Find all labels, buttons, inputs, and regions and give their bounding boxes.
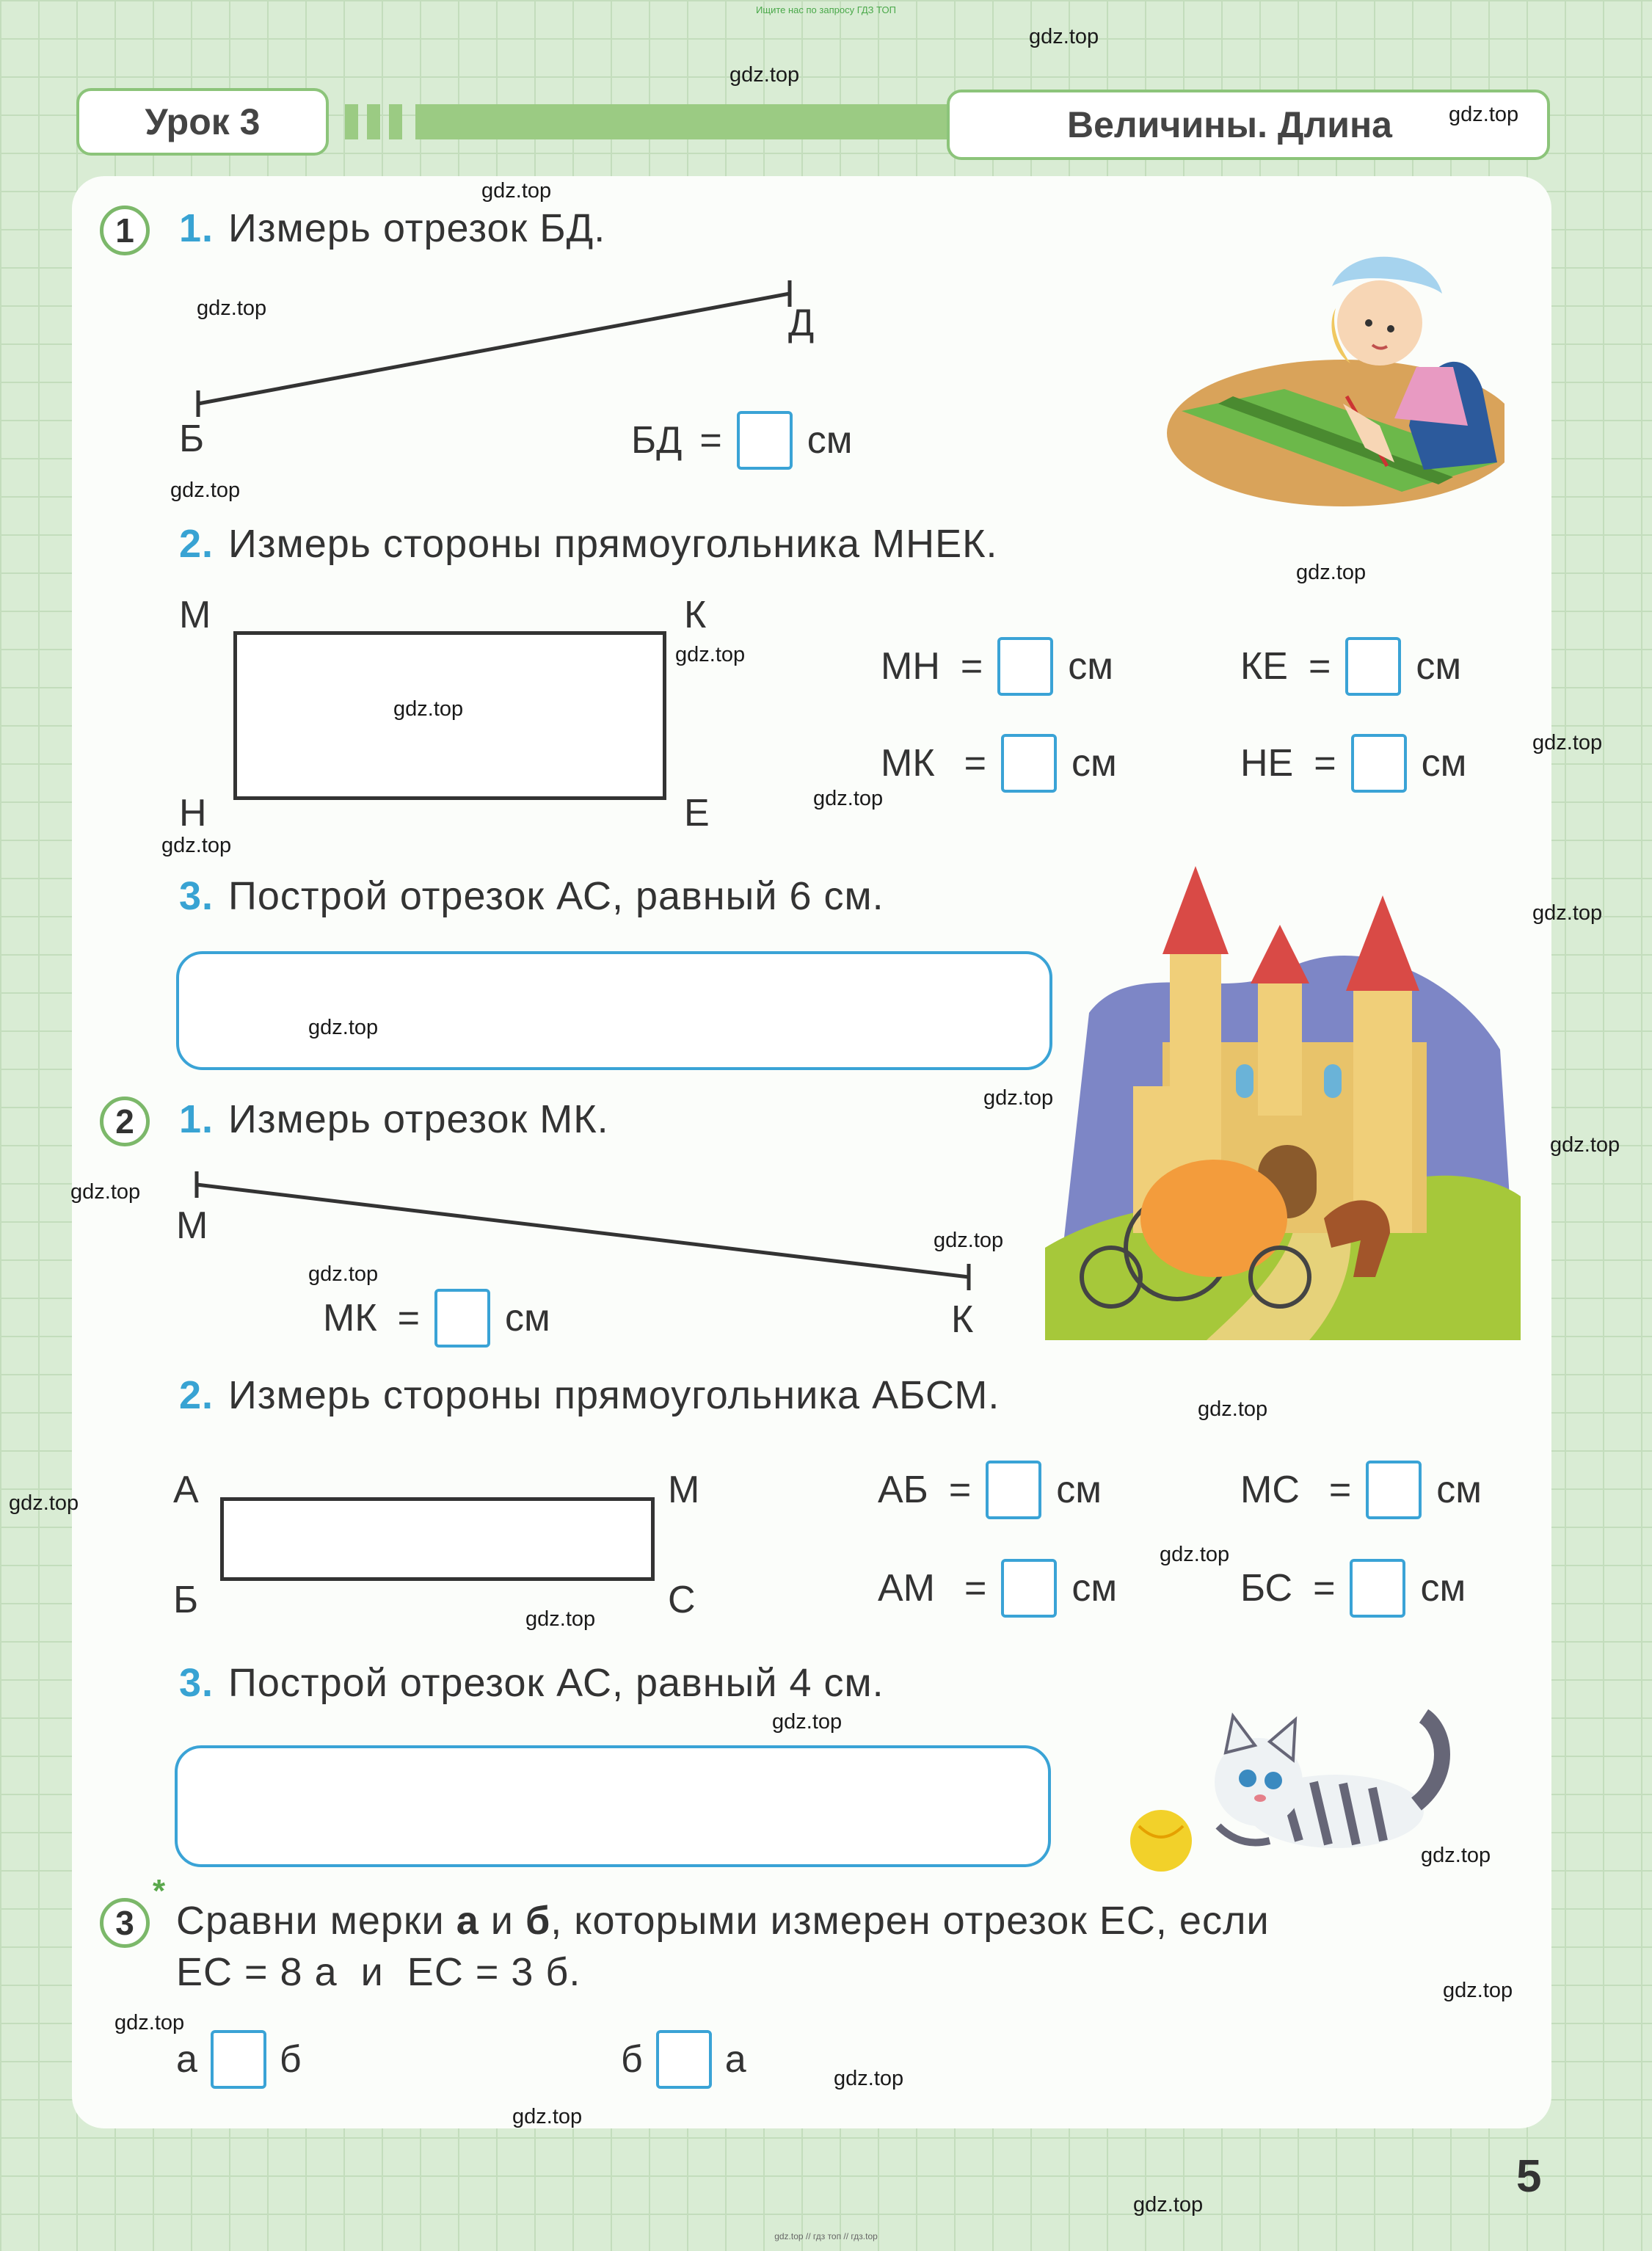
s2-task3 bbox=[179, 1660, 884, 1706]
answer-ke bbox=[1240, 637, 1461, 696]
answer-label: КЕ bbox=[1240, 645, 1288, 688]
unit-label: см bbox=[1071, 1567, 1118, 1610]
answer-bc bbox=[1240, 1559, 1466, 1618]
vertex-m2: М bbox=[668, 1469, 700, 1511]
watermark: gdz.top bbox=[512, 2105, 583, 2128]
watermark: gdz.top bbox=[308, 1016, 379, 1039]
watermark: gdz.top bbox=[481, 179, 552, 203]
header-bar bbox=[415, 104, 958, 139]
compare-1 bbox=[176, 2030, 302, 2089]
watermark: gdz.top bbox=[934, 1229, 1004, 1252]
vertex-a: А bbox=[173, 1469, 199, 1511]
answer-label: МС bbox=[1240, 1469, 1300, 1511]
s3-text-line1 bbox=[176, 1898, 1270, 1943]
watermark: gdz.top bbox=[161, 834, 232, 857]
s1-task3-text: Построй отрезок АС, равный 6 см. bbox=[228, 874, 884, 918]
s2-task1-num: 1. bbox=[179, 1097, 214, 1141]
answer-box-ne[interactable] bbox=[1351, 734, 1407, 793]
vertex-n: Н bbox=[179, 792, 207, 834]
watermark: gdz.top bbox=[1296, 561, 1367, 584]
watermark: gdz.top bbox=[675, 643, 746, 666]
equals-sign: = bbox=[1308, 645, 1331, 688]
unit-label: см bbox=[1421, 742, 1467, 785]
compare-box-1[interactable] bbox=[211, 2030, 266, 2089]
segment-bd bbox=[183, 279, 807, 426]
watermark: gdz.top bbox=[197, 297, 267, 320]
drawing-area-4cm[interactable] bbox=[175, 1745, 1051, 1867]
kitten-illustration bbox=[1123, 1701, 1468, 1877]
watermark: gdz.top bbox=[1449, 103, 1519, 126]
s2-task3-text: Построй отрезок АС, равный 4 см. bbox=[228, 1661, 884, 1705]
unit-label: см bbox=[1420, 1567, 1466, 1610]
answer-label: МК bbox=[881, 742, 935, 785]
answer-mk2 bbox=[323, 1289, 550, 1348]
watermark: gdz.top bbox=[1198, 1397, 1268, 1421]
answer-box-ke[interactable] bbox=[1345, 637, 1401, 696]
watermark: gdz.top bbox=[1550, 1133, 1620, 1157]
compare-box-2[interactable] bbox=[656, 2030, 712, 2089]
vertex-e: Е bbox=[684, 792, 710, 834]
point-k: К bbox=[951, 1298, 974, 1341]
watermark: gdz.top bbox=[393, 697, 464, 721]
watermark: gdz.top bbox=[308, 1262, 379, 1286]
equals-sign: = bbox=[397, 1297, 420, 1339]
answer-label: МК bbox=[323, 1297, 377, 1339]
header-bar-stripe bbox=[389, 104, 402, 139]
watermark: gdz.top bbox=[1443, 1979, 1513, 2002]
header-bar-stripe bbox=[345, 104, 358, 139]
page-number: 5 bbox=[1516, 2151, 1542, 2202]
s3-bold-b: б bbox=[525, 1899, 551, 1943]
unit-label: см bbox=[1068, 645, 1113, 688]
s1-task1-num: 1. bbox=[179, 206, 214, 250]
compare-right: а bbox=[724, 2038, 746, 2081]
answer-box-mc[interactable] bbox=[1366, 1461, 1422, 1519]
answer-box-bd[interactable] bbox=[737, 411, 793, 470]
compare-right: б bbox=[279, 2038, 302, 2081]
s1-task2-num: 2. bbox=[179, 522, 214, 566]
star-icon: * bbox=[153, 1873, 166, 1909]
equals-sign: = bbox=[699, 419, 722, 462]
vertex-m: М bbox=[179, 594, 211, 636]
cinderella-illustration bbox=[1160, 242, 1504, 536]
watermark: gdz.top bbox=[70, 1180, 141, 1204]
compare-2 bbox=[621, 2030, 746, 2089]
s2-task1 bbox=[179, 1097, 609, 1142]
answer-am bbox=[878, 1559, 1117, 1618]
point-d: Д bbox=[788, 302, 815, 344]
s2-task3-num: 3. bbox=[179, 1661, 214, 1705]
rectangle-abcm bbox=[220, 1497, 655, 1581]
castle-illustration bbox=[1045, 866, 1521, 1340]
unit-label: см bbox=[1436, 1469, 1482, 1511]
answer-bd-label: БД bbox=[631, 419, 683, 462]
answer-box-mk2[interactable] bbox=[434, 1289, 490, 1348]
answer-label: АМ bbox=[878, 1567, 935, 1610]
answer-mn bbox=[881, 637, 1113, 696]
answer-label: БС bbox=[1240, 1567, 1293, 1610]
answer-label: АБ bbox=[878, 1469, 928, 1511]
s2-task2-num: 2. bbox=[179, 1373, 214, 1417]
compare-left: б bbox=[621, 2038, 643, 2081]
watermark: gdz.top bbox=[729, 63, 800, 87]
watermark: gdz.top bbox=[1532, 731, 1603, 754]
watermark: gdz.top bbox=[1532, 901, 1603, 925]
watermark: gdz.top bbox=[114, 2011, 185, 2034]
topic-title: Величины. Длина bbox=[947, 90, 1550, 160]
answer-box-mk[interactable] bbox=[1001, 734, 1057, 793]
answer-mc bbox=[1240, 1461, 1482, 1519]
equals-sign: = bbox=[1314, 742, 1336, 785]
s1-task2-text: Измерь стороны прямоугольника МНЕК. bbox=[228, 522, 998, 566]
answer-label: МН bbox=[881, 645, 940, 688]
s1-task1 bbox=[179, 206, 605, 251]
vertex-b: Б bbox=[173, 1579, 199, 1621]
watermark: gdz.top bbox=[1029, 25, 1099, 48]
answer-box-ab[interactable] bbox=[986, 1461, 1041, 1519]
point-b: Б bbox=[179, 418, 205, 460]
answer-ab bbox=[878, 1461, 1102, 1519]
answer-box-mn[interactable] bbox=[997, 637, 1053, 696]
unit-label: см bbox=[504, 1297, 550, 1339]
s1-task3-num: 3. bbox=[179, 874, 214, 918]
equals-sign: = bbox=[948, 1469, 972, 1511]
s3-text-line2: ЕС = 8 а и ЕС = 3 б. bbox=[176, 1950, 581, 1994]
bottom-note: gdz.top // гдз топ // гдз.top bbox=[774, 2231, 878, 2241]
s2-task2-text: Измерь стороны прямоугольника АБСМ. bbox=[228, 1373, 1000, 1417]
s3-text-mid: и bbox=[479, 1899, 525, 1943]
vertex-k: К bbox=[684, 594, 707, 636]
watermark: gdz.top bbox=[834, 2067, 904, 2090]
section-1-number: 1 bbox=[100, 206, 150, 255]
watermark: gdz.top bbox=[525, 1607, 596, 1631]
s3-text-post: , которыми измерен отрезок ЕС, если bbox=[550, 1899, 1270, 1943]
s3-bold-a: а bbox=[456, 1899, 479, 1943]
watermark: gdz.top bbox=[1133, 2193, 1204, 2217]
compare-left: а bbox=[176, 2038, 197, 2081]
vertex-c: С bbox=[668, 1579, 696, 1621]
s1-task1-text: Измерь отрезок БД. bbox=[228, 206, 606, 250]
top-note: Ищите нас по запросу ГДЗ ТОП bbox=[756, 4, 896, 15]
s2-task1-text: Измерь отрезок МК. bbox=[228, 1097, 609, 1141]
answer-box-am[interactable] bbox=[1001, 1559, 1057, 1618]
equals-sign: = bbox=[960, 645, 983, 688]
unit-label: см bbox=[1071, 742, 1117, 785]
answer-mk bbox=[881, 734, 1117, 793]
watermark: gdz.top bbox=[1421, 1844, 1491, 1867]
equals-sign: = bbox=[1313, 1567, 1336, 1610]
unit-label: см bbox=[807, 419, 853, 462]
watermark: gdz.top bbox=[9, 1491, 79, 1515]
watermark: gdz.top bbox=[1160, 1543, 1230, 1566]
answer-ne bbox=[1240, 734, 1466, 793]
watermark: gdz.top bbox=[772, 1710, 843, 1734]
section-2-number: 2 bbox=[100, 1097, 150, 1146]
s1-task3 bbox=[179, 873, 884, 919]
s3-text-pre: Сравни мерки bbox=[176, 1899, 456, 1943]
s1-task2 bbox=[179, 521, 998, 567]
drawing-area-6cm[interactable] bbox=[176, 951, 1052, 1070]
unit-label: см bbox=[1056, 1469, 1102, 1511]
segment-mk bbox=[183, 1167, 991, 1292]
answer-label: НЕ bbox=[1240, 742, 1294, 785]
section-3-number: 3 bbox=[100, 1898, 150, 1948]
point-m: М bbox=[176, 1204, 208, 1247]
watermark: gdz.top bbox=[813, 787, 884, 810]
answer-box-bc[interactable] bbox=[1350, 1559, 1405, 1618]
lesson-label: Урок 3 bbox=[76, 88, 329, 156]
answer-bd bbox=[631, 411, 852, 470]
equals-sign: = bbox=[964, 1567, 987, 1610]
watermark: gdz.top bbox=[170, 479, 241, 502]
watermark: gdz.top bbox=[983, 1086, 1054, 1110]
header-bar-stripe bbox=[367, 104, 380, 139]
equals-sign: = bbox=[964, 742, 986, 785]
unit-label: см bbox=[1416, 645, 1462, 688]
s2-task2 bbox=[179, 1372, 1000, 1418]
equals-sign: = bbox=[1328, 1469, 1352, 1511]
